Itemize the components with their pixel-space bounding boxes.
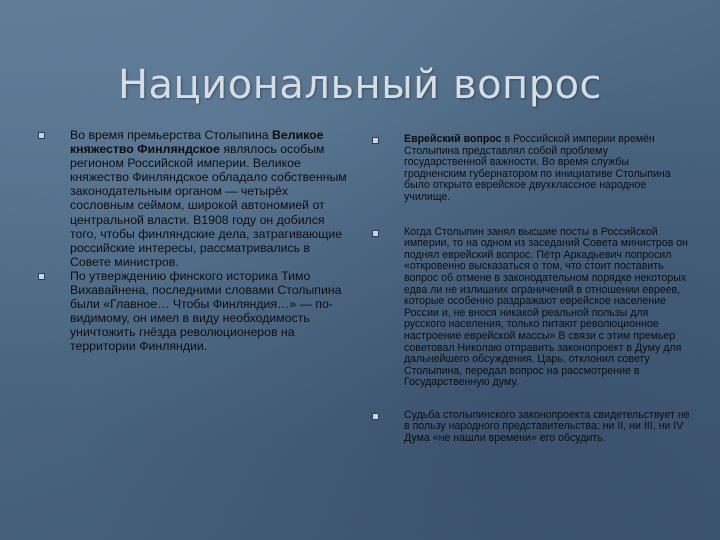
left-item-1-suffix: являлось особым регионом Российской империи. Великое княжество Финляндское обладало собственным законодательным органом — четырёх сословным сеймом, широкой автономией от центральной власти. В1908 году он добился того, чтобы финляндские дела, затрагивающие российские интересы, рассматривались в Совете министров. — [70, 142, 347, 269]
left-bullet-item-1 — [38, 128, 348, 269]
right-bullet-item-3 — [372, 410, 690, 445]
right-bullet-item-2 — [372, 227, 690, 389]
left-item-1-highlight: Великое княжество Финляндское — [70, 128, 324, 157]
right-item-2-text: Когда Столыпин занял высшие посты в Российской империи, то на одном из заседаний Совета министров он поднял еврейский вопрос. Пётр Аркадьевич попросил «откровенно высказаться о том, что стоит поставить вопрос об отмене в законодательном порядке некоторых едва ли не излишних ограничений в отношении евреев, которые особенно раздражают еврейское население России и, не внося никакой реальной пользы для русского населения, только питают революционное настроение еврейской массы» В связи с этим премьер советовал Николаю отправить законопроект в Думу для дальнейшего обсуждения. Царь, отклонил совету Столыпина, передал вопрос на рассмотрение в Государственную думу. — [404, 225, 689, 389]
right-column — [372, 134, 690, 445]
square-bullet-icon — [372, 413, 379, 420]
square-bullet-icon — [372, 137, 379, 144]
square-bullet-icon — [372, 230, 379, 237]
left-item-2-text: По утверждению финского историка Тимо Вихавайнена, последними словами Столыпина были «Главное… Чтобы Финляндия…» — по-видимому, он имел в виду необходимость уничтожить гнёзда революционеров на территории Финляндии. — [70, 268, 342, 354]
right-item-3-text: Судьба столыпинского законопроекта свидетельствует не в пользу народного представительства: ни II, ни III, ни IV Дума «не нашли времени» его обсудить. — [404, 408, 690, 445]
left-bullet-item-2 — [38, 269, 348, 354]
right-item-1-highlight: Еврейский вопрос — [404, 133, 502, 145]
right-bullet-item-1 — [372, 134, 690, 204]
right-item-1-suffix: в Российской империи времён Столыпина представлял собой проблему государственной важности. Во время службы гродненским губернатором по инициативе Столыпина было открыто еврейское двухклассное народное училище. — [404, 133, 671, 203]
left-column — [38, 128, 348, 354]
square-bullet-icon — [38, 132, 45, 139]
left-item-1-prefix: Во время премьерства Столыпина — [70, 128, 273, 142]
slide-title: Национальный вопрос — [117, 62, 603, 108]
square-bullet-icon — [38, 273, 45, 280]
